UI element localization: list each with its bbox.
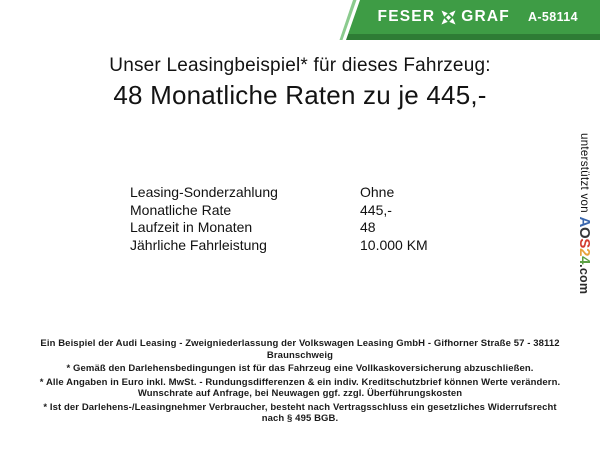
footnote-line: Ein Beispiel der Audi Leasing - Zweigniederlassung der Volkswagen Leasing GmbH - Gifhorner Straße 57 - 38112 <box>40 338 560 349</box>
row-label: Laufzeit in Monaten <box>130 219 253 235</box>
footnote-line: nach § 495 BGB. <box>261 413 339 424</box>
table-row <box>130 237 475 255</box>
brand-name-graf: GRAF <box>461 8 510 25</box>
banner-bottom-strip <box>346 34 600 40</box>
headline-subtitle: Unser Leasingbeispiel* für dieses Fahrzeug: <box>109 55 491 76</box>
row-label: Leasing-Sonderzahlung <box>130 184 278 200</box>
table-row <box>130 219 475 237</box>
aos-letter: O <box>576 226 593 239</box>
footnote-line: Wunschrate auf Anfrage, bei Neuwagen ggf. zzgl. Überführungskosten <box>137 388 463 399</box>
footnote-paragraph <box>20 377 580 400</box>
offer-reference-code: A-58114 <box>527 10 578 24</box>
header-banner <box>0 0 600 42</box>
footnote-line: * Ist der Darlehens-/Leasingnehmer Verbraucher, besteht nach Vertragsschluss ein gesetzliches Widerrufsrecht <box>43 401 557 413</box>
aos-letter: S <box>576 238 593 249</box>
aos-letter: 2 <box>576 248 593 257</box>
table-row <box>130 202 475 220</box>
row-value: 10.000 KM <box>360 236 428 253</box>
footnotes <box>0 338 600 427</box>
brand-name-feser: FESER <box>377 8 436 25</box>
row-value: 48 <box>360 219 376 235</box>
sidebar-credit <box>576 133 593 294</box>
brand-logo <box>378 8 510 26</box>
aos-letter: A <box>576 216 593 227</box>
footnote-paragraph <box>20 338 580 361</box>
row-label: Jährliche Fahrleistung <box>130 236 267 253</box>
aos24-logo <box>576 216 593 264</box>
footnote-paragraph <box>20 363 580 375</box>
row-value: 445,- <box>360 201 392 218</box>
leasing-details-table <box>130 184 475 254</box>
headline-block <box>0 55 600 111</box>
row-label: Monatliche Rate <box>130 201 232 218</box>
aos24-domain-suffix: .com <box>577 264 591 295</box>
footnote-line: * Alle Angaben in Euro inkl. MwSt. - Rundungsdifferenzen & ein indiv. Kreditschutzbrief können Werte verändern. <box>39 376 561 388</box>
row-value: Ohne <box>360 184 395 200</box>
x-clover-icon <box>441 10 456 25</box>
supported-by-label: unterstützt von <box>578 133 590 217</box>
footnote-line: * Gemäß den Darlehensbedingungen ist für das Fahrzeug eine Vollkaskoversicherung abzuschließen. <box>66 363 534 374</box>
headline-title: 48 Monatliche Raten zu je 445,- <box>113 80 487 110</box>
banner-content <box>346 0 600 34</box>
aos-letter: 4 <box>576 256 593 265</box>
table-row <box>130 184 475 202</box>
footnote-paragraph <box>20 402 580 425</box>
footnote-line: Braunschweig <box>266 349 334 361</box>
